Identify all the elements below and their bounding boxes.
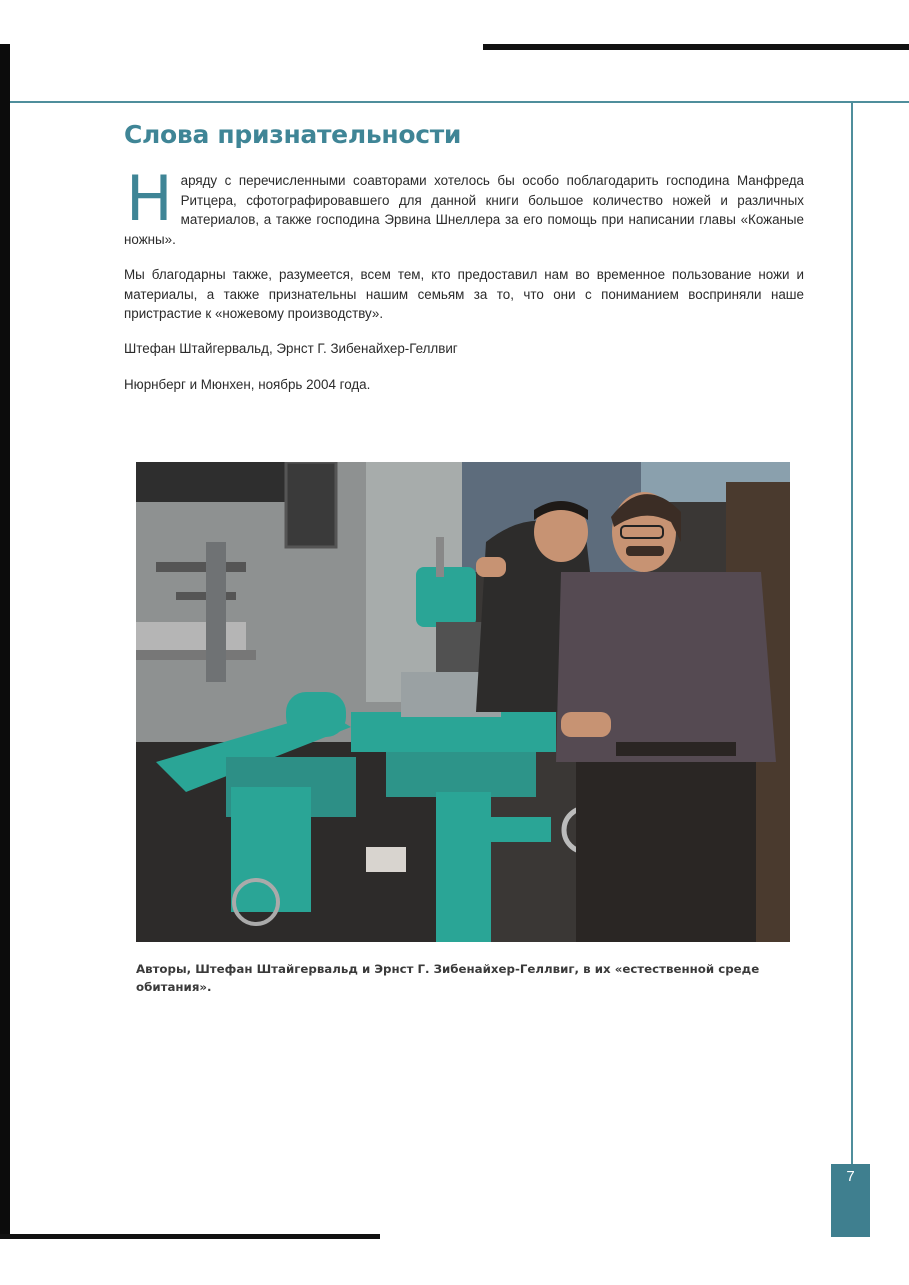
author-signature: Штефан Штайгервальд, Эрнст Г. Зибенайхер-Геллвиг xyxy=(124,341,458,356)
scan-edge-left xyxy=(0,44,10,1234)
page-title: Слова признательности xyxy=(124,120,462,149)
acknowledgement-paragraph-1 xyxy=(124,162,804,249)
paragraph-1-text: аряду с перечисленными соавторами хотелось бы особо поблагодарить господина Манфреда Ритцера, сфотографировавшего для данной книги большое количество ножей и различных материалов, а также господина Эрвина Шнеллера за его помощь при написании главы «Кожаные ножны». xyxy=(124,173,804,247)
photo-caption: Авторы, Штефан Штайгервальд и Эрнст Г. Зибенайхер-Геллвиг, в их «естественной среде обитания». xyxy=(136,962,760,994)
header-rule xyxy=(10,101,909,103)
scan-edge-bottom xyxy=(0,1234,380,1239)
scan-edge-top xyxy=(483,44,909,50)
margin-rule xyxy=(851,101,853,1164)
authors-photo xyxy=(136,462,790,942)
workshop-photo-illustration xyxy=(136,462,790,942)
place-and-date: Нюрнберг и Мюнхен, ноябрь 2004 года. xyxy=(124,377,371,392)
page-number: 7 xyxy=(831,1164,870,1237)
acknowledgement-paragraph-2: Мы благодарны также, разумеется, всем тем, кто предоставил нам во временное пользование ножи и материалы, а также признательны нашим семьям за то, что они с пониманием восприняли наше пристрастие к «ножевому производству». xyxy=(124,267,804,322)
drop-cap: Н xyxy=(126,162,173,235)
